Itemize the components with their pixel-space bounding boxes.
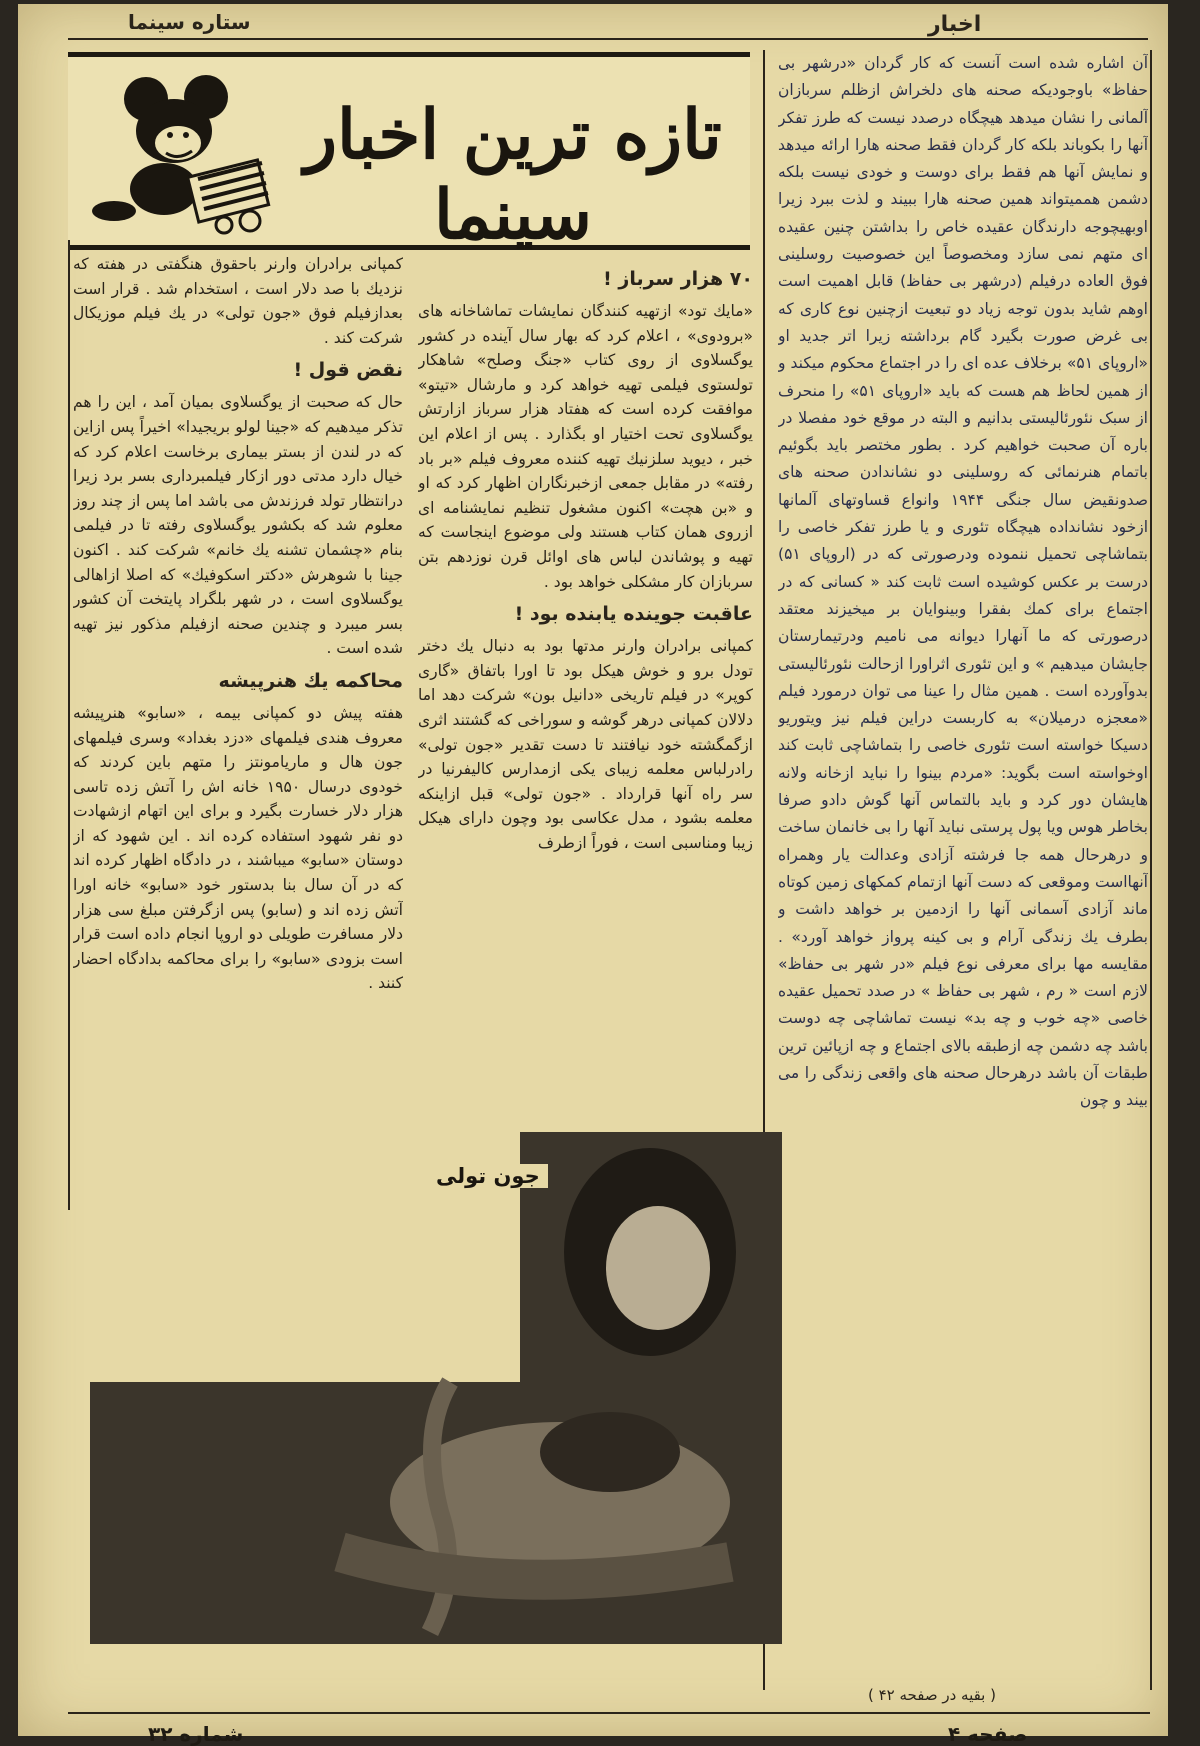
- news-banner: [68, 52, 750, 255]
- header-rule: [68, 38, 1148, 40]
- magazine-name: ستاره سینما: [128, 10, 251, 34]
- headline-70000-soldiers: ۷۰ هزار سرباز !: [603, 268, 753, 290]
- headline-broken-promise: نقض قول !: [293, 359, 403, 382]
- article-paragraph: کمپانی برادران وارنر باحقوق هنگفتی در هفته که نزدیك با صد دلار است ، استخدام شد . قرار است بعدازفیلم فوق «جون تولی» در یك فیلم موزیکال شرکت کند .: [73, 255, 403, 347]
- article-paragraph: کمپانی برادران وارنر مدتها بود به دنبال يك دختر تودل برو و خوش هیکل بود تا اورا باتفاق «گاری کوپر» در فیلم تاریخی «دانیل بون» شرکت دهد اما دلالان کمپانی درهر گوشه و سوراخی که گشتند اثری ازگمگشته خود نیافتند تا دست تقدیر «جون تولی» رادرلباس معلمه زیبای یکی ازمدارس کالیفرنیا در سر راه آنها قرارداد . «جون تولی» قبل ازاینکه معلمه بشود ، مدل عکاسی بود وچون دارای هیکل زیبا ومناسبی است ، فوراً ازطرف: [418, 637, 753, 852]
- article-paragraph: حال که صحبت از یوگسلاوی بمیان آمد ، این را هم تذکر میدهیم که «جینا لولو بریجیدا» اخیراً پس ازاین که در لندن از بستر بیماری برخاست اعلام کرد که خیال دارد مدتی دور ازکار فیلمبرداری بسر برد زیرا درانتظار تولد فرزندش می باشد اما پس از چند روز معلوم شد که بکشور یوگسلاوی رفته تا در فیلمی بنام «چشمان تشنه یك خانم» شرکت کند . اکنون جینا با شوهرش «دکتر اسکوفیك» که اصلا ازاهالی یوگسلاوی است ، در شهر بلگراد پایتخت آن کشور بسر میبرد و چندین صحنه ازفیلم مذکور نیز تهیه شده است .: [73, 393, 403, 658]
- headline-seeker-finds: عاقبت جوینده یابنده بود !: [514, 603, 753, 626]
- banner-title: تازه ترین اخبار سینما: [304, 95, 722, 255]
- article-column-left: [73, 252, 403, 1212]
- right-border: [1150, 50, 1152, 1690]
- article-paragraph: «مایك تود» ازتهیه کنندگان نمایشات تماشاخانه های «برودوی» ، اعلام کرد که بهار سال آینده در کشور یوگسلاوی از روی کتاب «جنگ وصلح» شاهکار تولستوی فیلمی تهیه خواهد کرد و مارشال «تیتو» موافقت کرده است که هفتاد هزار سرباز ازارتش یوگسلاوی تحت اختیار او بگذارد . پس از اعلام این خبر ، دیوید سلزنیك تهیه کننده معروف فیلم «بر باد رفته» در مقابل جمعی ازخبرنگاران اظهار کرد که او و «بن هچت» اکنون مشغول تنظیم نمایشنامه ای ازروی همان کتاب هستند ولی موضوع اینجاست که تهیه و پوشاندن لباس های اوائل قرن نوزدهم بتن سربازان کار مشکلی خواهد بود .: [418, 302, 753, 591]
- left-border: [68, 240, 70, 1210]
- headline-actor-trial: محاکمه يك هنرپیشه: [218, 669, 403, 692]
- continued-note: ( بقیه در صفحه ۴۲ ): [868, 1686, 996, 1704]
- page-number: صفحه ۴: [948, 1722, 1028, 1746]
- issue-number: شماره ۳۲: [148, 1722, 244, 1746]
- article-paragraph: آن اشاره شده است آنست که کار گردان «درشهر بی حفاظ» باوجودیکه صحنه های دلخراش ازظلم سربازان آلمانی را نشان میدهد هیچگاه درصدد نیست که طرز تفکر آنها را بکوباند بلکه کار گردان فقط صحنه هارا ارائه میدهد و نمایش آنها هم فقط برای دوست و خودی نیست بلکه دشمن هممیتواند همین صحنه هارا ببیند و لذت ببرد زیرا اوبهیچوجه دارندگان عقیده خاص را بداشتن چنین عقیده ای متهم نمی سازد ومخصوصاً این خصوصیت روسلینی فوق العاده درفیلم (درشهر بی حفاظ) قابل اهمیت است اوهم شاید بدون توجه زیاد دو تبعیت ازچنین نوع کاری که بی غرض صورت بگیرد گام برداشته زیرا اتر جدید او «اروپای ۵۱» برخلاف عده ای را در اجتماع محکوم میکند و از همین لحاظ هم هست که باید «اروپای ۵۱» را منحرف از سبک نئورئالیستی بدانیم و البته در موقع خود مفصلا در باره آن صحبت خواهیم کرد . بطور مختصر باید بگوئیم باتمام هنرنمائی که روسلینی دو نشاندادن صحنه های صدونقیض سال جنگی ۱۹۴۴ وانواع قساوتهای آلمانها ازخود نشانداده هیچگاه تئوری و یا طرز تفکر خاصی را بتماشاچی تحمیل ننموده ودرصورتی که در (اروپای ۵۱) درست بر عکس کوشیده است ثابت کند « کسانی که در اجتماع برای کمك بفقرا وبینوایان بر میخیزند معتقد درصورتی که ما آنهارا دیوانه می نامیم ودرتیمارستان جایشان میدهیم » و این تئوری اثراورا ازحالت نئورئالیستی بدوآورده است . همین مثال را عینا می توان درمورد فیلم «معجزه درمیلان» به کاربست دراین فیلم نیز ویتوریو دسیکا خواسته است تئوری خاصی را بتماشاچی ثابت کند اوخواسته است بگوید: «مردم بینوا را نباید ازخانه ولانه هایشان دور کرد و باید بالتماس آنها گوش دادو صرفا بخاطر هوس ویا پول پرستی نباید آنها را بی خانمان ساخت و درهرحال همه جا فرشته آزادی وعدالت یار وهمراه آنهااست وموقعی که دست آنها ازتمام کمکهای زمین کوتاه ماند آزادی آسمانی آنها را ازدمین بر خواهد داشت و بطرف یك زندگی آرام و بی کینه پرواز خواهد آورد» . مقایسه مها برای معرفی نوع فیلم «در شهر بی حفاظ» لازم است « رم ، شهر بی حفاظ » در صدد تحمیل عقیده خاصی «چه خوب و چه بد» نیست تماشاچی چه دوست باشد چه دشمن چه ازطبقه بالای اجتماع و چه ازپائین ترین طبقات آن باشد درهرحال صحنه های واقعی زندگی را می بیند و چون: [778, 54, 1148, 1110]
- footer-rule: [68, 1712, 1150, 1714]
- actress-photo: [90, 1132, 782, 1644]
- photo-caption: جون تولی: [428, 1164, 548, 1188]
- article-column-middle: [418, 259, 753, 1099]
- mickey-mouse-illustration: [74, 61, 294, 239]
- article-column-right: [778, 50, 1148, 1700]
- magazine-page: [18, 4, 1168, 1746]
- section-name: اخبار: [928, 12, 982, 37]
- article-paragraph: هفته پیش دو کمپانی بیمه ، «سابو» هنرپیشه معروف هندی فیلمهای «دزد بغداد» وسری فیلمهای جون هال و ماریامونتز را متهم باین کردند که خودوی درسال ۱۹۵۰ خانه اش را آتش زده تاسی هزار دلار خسارت بگیرد و برای این اتهام ازشهادت دو نفر شهود استفاده کرده اند . این شهود که از دوستان «سابو» میباشند ، در دادگاه اظهار کرده اند که در آن سال بنا بدستور خود «سابو» خانه اورا آتش زده اند و (سابو) پس ازگرفتن مبلغ سی هزار دلار مسافرت طویلی دو اروپا انجام داده است قرار است بزودی «سابو» را برای محاکمه بدادگاه احضار کنند .: [73, 703, 403, 993]
